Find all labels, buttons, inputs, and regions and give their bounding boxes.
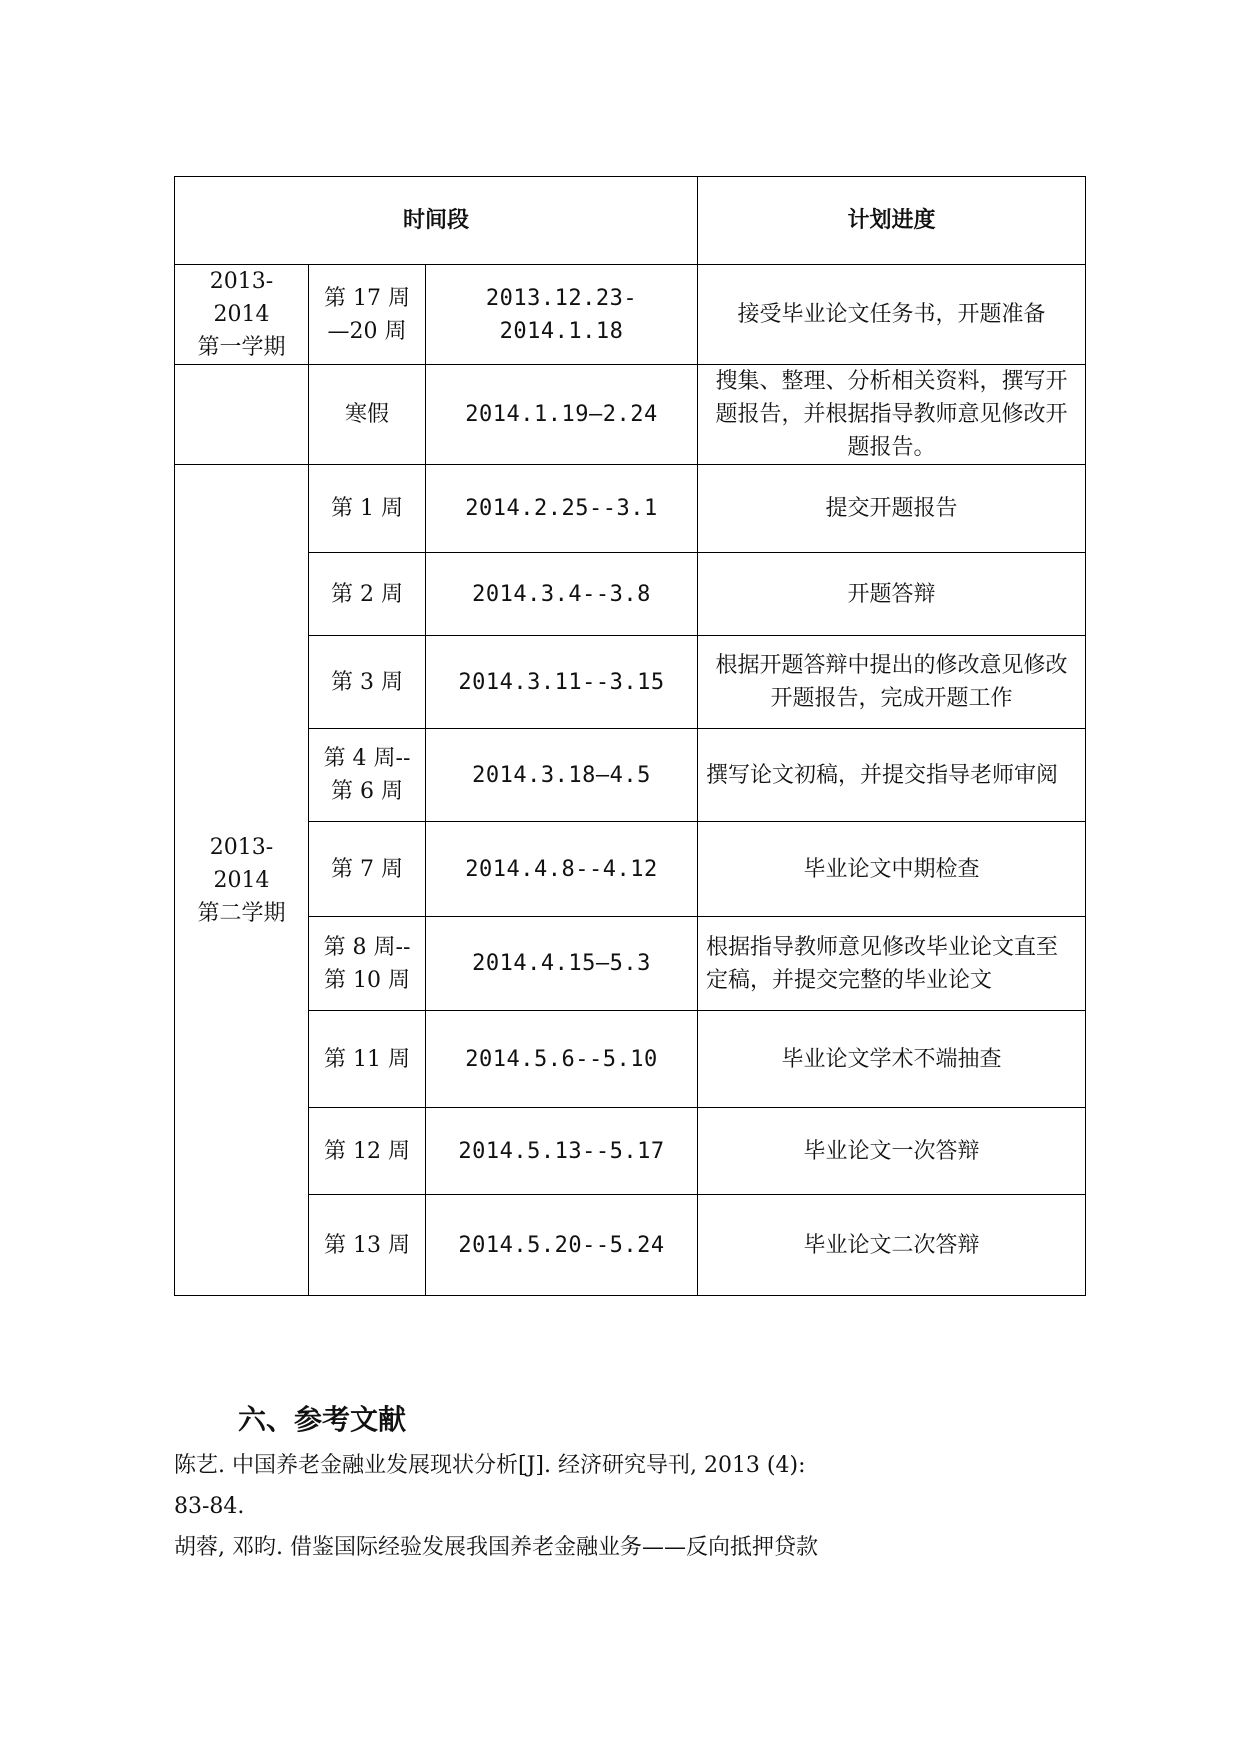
table-row: [175, 365, 1086, 465]
date-cell: 2014.5.13--5.17: [426, 1108, 698, 1195]
week-cell: 第 12 周: [309, 1108, 426, 1195]
week-label: 第 8 周-- 第 10 周: [323, 934, 411, 993]
table-row: [175, 1108, 1086, 1195]
reference-line: 胡蓉, 邓昀. 借鉴国际经验发展我国养老金融业务——反向抵押贷款: [174, 1535, 818, 1560]
week-cell: 第 7 周: [309, 822, 426, 917]
semester-label: 2013-2014 第一学期: [197, 269, 286, 360]
week-cell: [309, 729, 426, 822]
reference-line: 陈艺. 中国养老金融业发展现状分析[J]. 经济研究导刊, 2013 (4):: [174, 1453, 806, 1478]
plan-cell: 毕业论文一次答辩: [698, 1108, 1086, 1195]
header-period: 时间段: [175, 177, 698, 265]
plan-cell: 毕业论文中期检查: [698, 822, 1086, 917]
header-plan: 计划进度: [698, 177, 1086, 265]
semester-cell: [175, 365, 309, 465]
week-cell: [309, 265, 426, 365]
date-cell: 2014.2.25--3.1: [426, 465, 698, 553]
plan-cell: 毕业论文二次答辩: [698, 1195, 1086, 1296]
semester-cell: [175, 465, 309, 1296]
semester-label: 2013-2014 第二学期: [197, 834, 286, 926]
table-row: [175, 1195, 1086, 1296]
date-cell: 2014.3.18—4.5: [426, 729, 698, 822]
references-title: 六、参考文献: [238, 1403, 407, 1436]
week-cell: 第 11 周: [309, 1011, 426, 1108]
date-cell: 2014.4.15—5.3: [426, 917, 698, 1011]
plan-cell: 根据开题答辩中提出的修改意见修改开题报告，完成开题工作: [698, 636, 1086, 729]
week-cell: 第 1 周: [309, 465, 426, 553]
week-cell: 第 13 周: [309, 1195, 426, 1296]
table-row: [175, 553, 1086, 636]
table-row: [175, 1011, 1086, 1108]
table-row: [175, 729, 1086, 822]
plan-cell: 开题答辩: [698, 553, 1086, 636]
semester-cell: [175, 265, 309, 365]
table-row: [175, 917, 1086, 1011]
schedule-table: [174, 176, 1086, 1296]
table-header-row: [175, 177, 1086, 265]
table-row: [175, 822, 1086, 917]
week-cell: 第 2 周: [309, 553, 426, 636]
date-cell: 2014.4.8--4.12: [426, 822, 698, 917]
reference-line: 83-84.: [174, 1494, 245, 1519]
date-cell: 2014.1.19—2.24: [426, 365, 698, 465]
plan-cell: 提交开题报告: [698, 465, 1086, 553]
date-cell: 2014.3.4--3.8: [426, 553, 698, 636]
week-cell: 第 3 周: [309, 636, 426, 729]
week-cell: [309, 917, 426, 1011]
date-cell: 2013.12.23-2014.1.18: [426, 265, 698, 365]
table-row: [175, 465, 1086, 553]
week-label: 第 17 周 —20 周: [324, 285, 410, 344]
plan-cell: 接受毕业论文任务书，开题准备: [698, 265, 1086, 365]
table-row: [175, 265, 1086, 365]
plan-cell: 搜集、整理、分析相关资料，撰写开题报告，并根据指导教师意见修改开题报告。: [698, 365, 1086, 465]
week-cell: 寒假: [309, 365, 426, 465]
plan-cell: 撰写论文初稿，并提交指导老师审阅: [698, 729, 1086, 822]
date-cell: 2014.3.11--3.15: [426, 636, 698, 729]
table-row: [175, 636, 1086, 729]
references-list: [174, 1445, 1074, 1568]
date-cell: 2014.5.20--5.24: [426, 1195, 698, 1296]
date-cell: 2014.5.6--5.10: [426, 1011, 698, 1108]
plan-cell: 根据指导教师意见修改毕业论文直至定稿，并提交完整的毕业论文: [698, 917, 1086, 1011]
plan-cell: 毕业论文学术不端抽查: [698, 1011, 1086, 1108]
week-label: 第 4 周-- 第 6 周: [323, 746, 411, 804]
